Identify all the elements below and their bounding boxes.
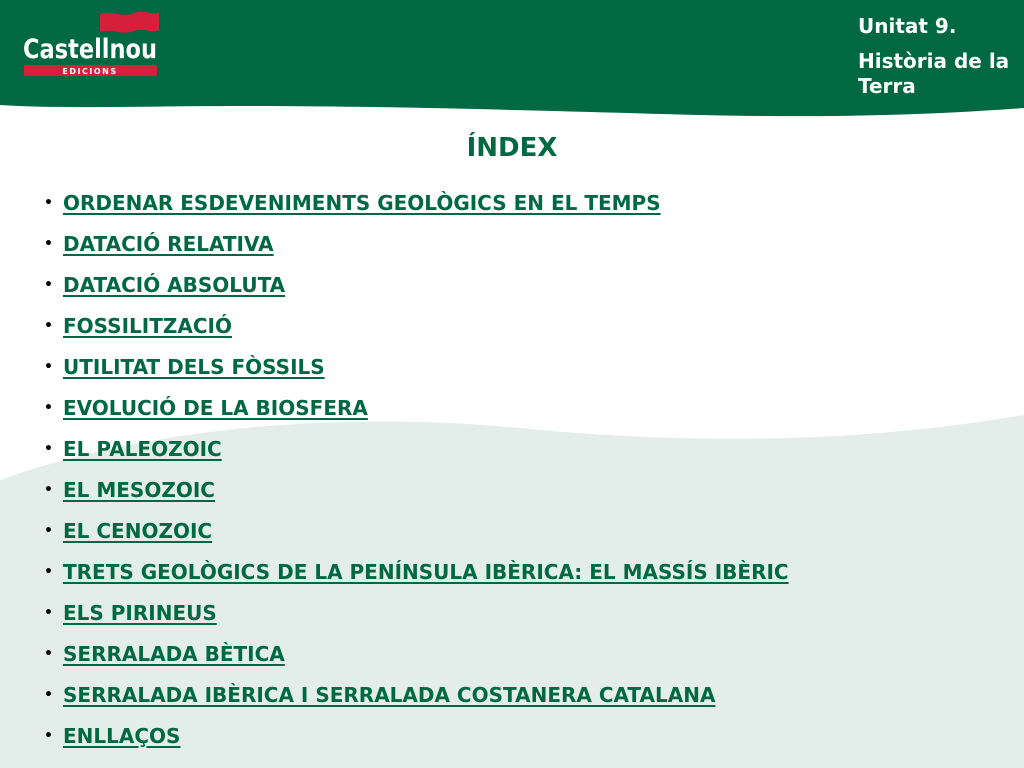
index-item xyxy=(44,596,789,637)
unit-title: Història de la Terra xyxy=(858,49,1010,98)
page-title: ÍNDEX xyxy=(466,133,558,163)
bullet-icon: • xyxy=(44,195,53,211)
index-item xyxy=(44,514,789,555)
bullet-icon: • xyxy=(44,646,53,662)
logo-sub-text: EDICIONS xyxy=(62,67,118,76)
castellnou-logo xyxy=(22,8,162,80)
index-link-datacio-absoluta[interactable]: DATACIÓ ABSOLUTA xyxy=(63,273,286,297)
bullet-icon: • xyxy=(44,359,53,375)
bullet-icon: • xyxy=(44,318,53,334)
index-item xyxy=(44,186,789,227)
bullet-icon: • xyxy=(44,605,53,621)
index-item xyxy=(44,637,789,678)
index-link-enllacos[interactable]: ENLLAÇOS xyxy=(63,724,181,748)
bullet-icon: • xyxy=(44,728,53,744)
logo-flag xyxy=(100,12,159,33)
bullet-icon: • xyxy=(44,277,53,293)
bullet-icon: • xyxy=(44,400,53,416)
index-link-datacio-relativa[interactable]: DATACIÓ RELATIVA xyxy=(63,232,274,256)
index-item xyxy=(44,391,789,432)
index-item xyxy=(44,555,789,596)
bullet-icon: • xyxy=(44,687,53,703)
index-link-pirineus[interactable]: ELS PIRINEUS xyxy=(63,601,217,625)
index-link-fossilitzacio[interactable]: FOSSILITZACIÓ xyxy=(63,314,232,338)
bullet-icon: • xyxy=(44,482,53,498)
index-item xyxy=(44,678,789,719)
bullet-icon: • xyxy=(44,523,53,539)
index-link-serralada-iberica-costanera[interactable]: SERRALADA IBÈRICA I SERRALADA COSTANERA CATALANA xyxy=(63,683,716,707)
index-link-ordenar-esdeveniments[interactable]: ORDENAR ESDEVENIMENTS GEOLÒGICS EN EL TEMPS xyxy=(63,191,661,215)
index-item xyxy=(44,719,789,760)
index-link-cenozoic[interactable]: EL CENOZOIC xyxy=(63,519,213,543)
index-list xyxy=(44,186,789,760)
index-link-utilitat-fossils[interactable]: UTILITAT DELS FÒSSILS xyxy=(63,355,325,379)
unit-heading xyxy=(858,14,1018,99)
unit-number: Unitat 9. xyxy=(858,14,957,38)
bullet-icon: • xyxy=(44,441,53,457)
index-item xyxy=(44,268,789,309)
bullet-icon: • xyxy=(44,236,53,252)
index-link-paleozoic[interactable]: EL PALEOZOIC xyxy=(63,437,222,461)
index-item xyxy=(44,350,789,391)
index-link-mesozoic[interactable]: EL MESOZOIC xyxy=(63,478,215,502)
index-item xyxy=(44,473,789,514)
index-link-serralada-betica[interactable]: SERRALADA BÈTICA xyxy=(63,642,285,666)
index-link-evolucio-biosfera[interactable]: EVOLUCIÓ DE LA BIOSFERA xyxy=(63,396,368,420)
index-item xyxy=(44,432,789,473)
index-link-massis-iberic[interactable]: TRETS GEOLÒGICS DE LA PENÍNSULA IBÈRICA: EL MASSÍS IBÈRIC xyxy=(63,560,789,584)
index-item xyxy=(44,309,789,350)
bullet-icon: • xyxy=(44,564,53,580)
logo-brand-text: Castellnou xyxy=(23,34,157,65)
index-item xyxy=(44,227,789,268)
